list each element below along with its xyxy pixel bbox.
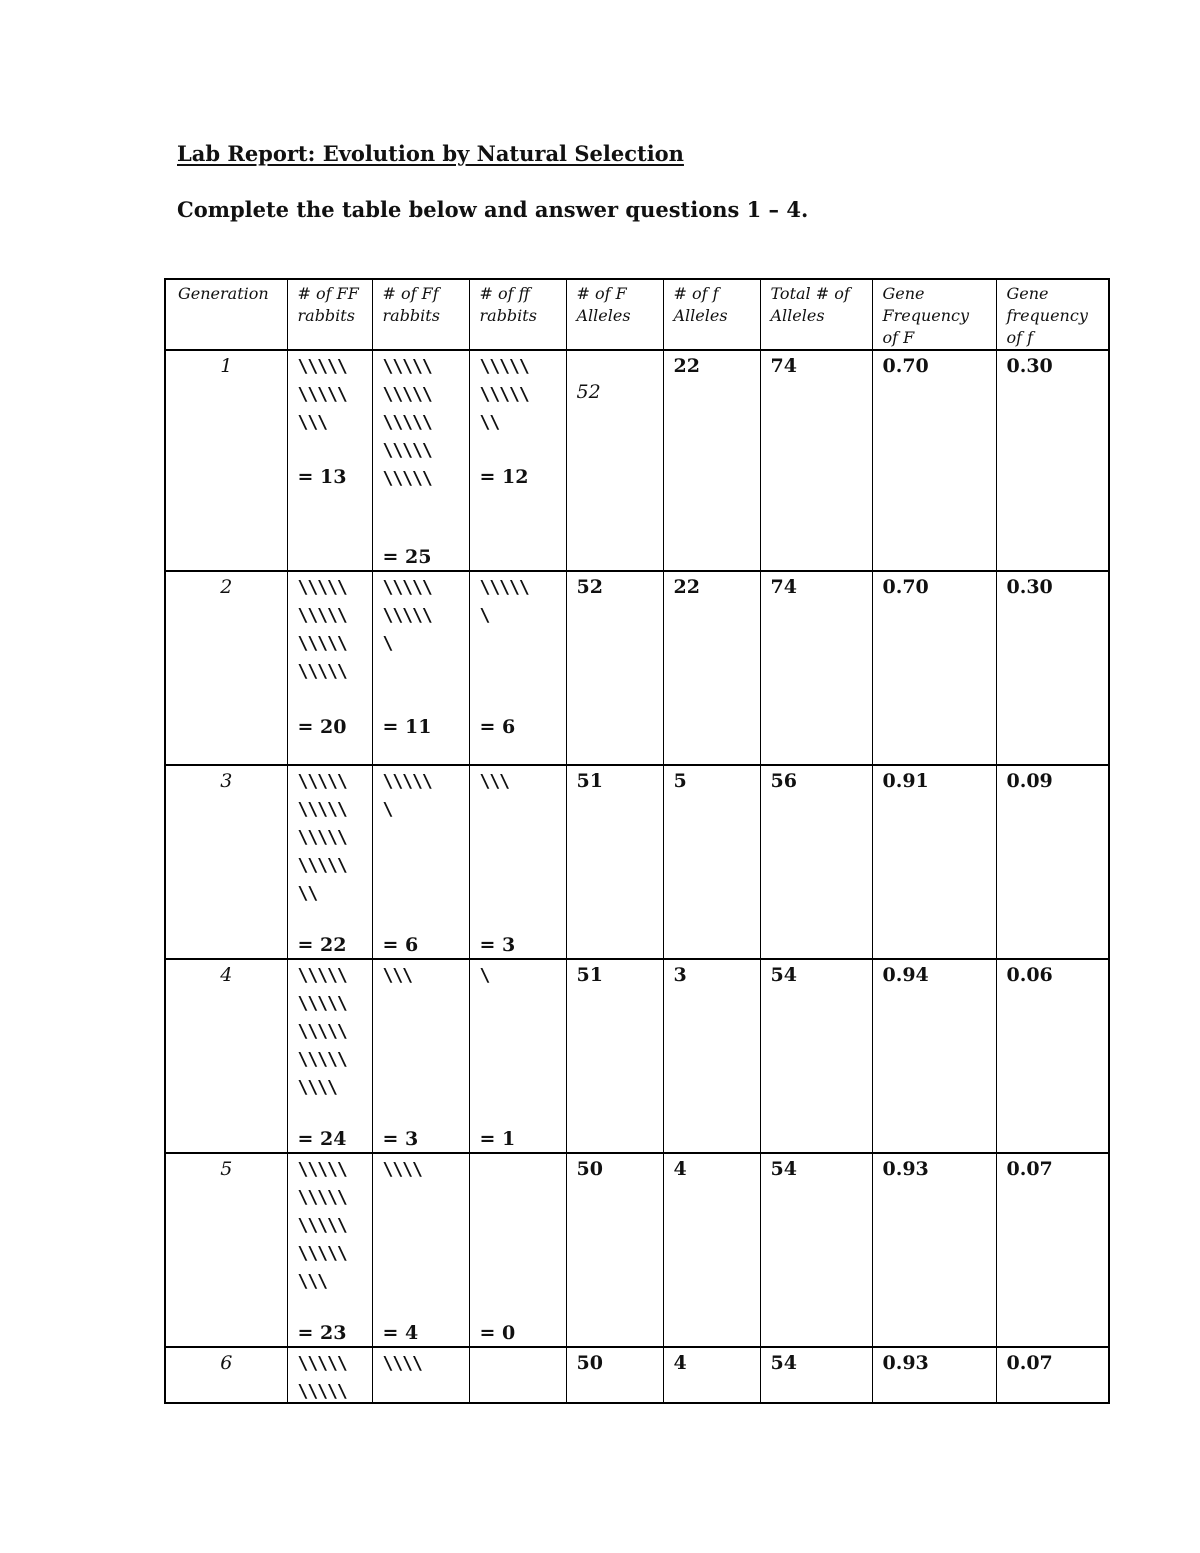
- freq-F-cell: 0.94: [872, 959, 996, 1153]
- tally-marks: \\\\: [382, 1353, 422, 1374]
- tally-total: = 1: [479, 1128, 516, 1150]
- tally-total: = 6: [382, 934, 419, 956]
- f-alleles-cell: 5: [663, 765, 760, 959]
- tally-total: = 22: [297, 934, 347, 956]
- freq-F-cell: 0.70: [872, 571, 996, 765]
- freq-f-cell: 0.07: [996, 1347, 1109, 1403]
- generation-cell: 3: [165, 765, 287, 959]
- tally-marks: \\\\\ \\\\\: [297, 1353, 347, 1402]
- tally-marks: \\\\\ \\\\\ \: [382, 577, 432, 654]
- tally-marks: \\\: [479, 771, 510, 792]
- tally-marks: \\\\\ \\\\\ \\\: [297, 356, 347, 433]
- FF-count-cell: [287, 571, 372, 765]
- ff-count-cell: [469, 1347, 566, 1403]
- tally-marks: \\\\\ \\\\\ \\: [479, 356, 529, 433]
- tally-total: = 11: [382, 716, 432, 738]
- header-f-alleles: # of f Alleles: [663, 279, 760, 350]
- f-alleles-cell: 22: [663, 350, 760, 571]
- tally-marks: [470, 1154, 566, 1156]
- F-alleles-cell: 50: [566, 1153, 663, 1347]
- F-alleles-cell: 50: [566, 1347, 663, 1403]
- tally-marks: \\\\\ \\\\\ \\\\\ \\\\\ \\: [297, 771, 347, 904]
- total-alleles-cell: 54: [760, 1153, 872, 1347]
- header-ff-dominant: # of FF rabbits: [287, 279, 372, 350]
- table-row: [165, 571, 1109, 765]
- total-alleles-cell: 74: [760, 350, 872, 571]
- Ff-count-cell: [372, 1347, 469, 1403]
- freq-F-cell: 0.93: [872, 1347, 996, 1403]
- tally-marks: \\\\\ \\\\\ \\\\\ \\\\\ \\\\: [297, 965, 347, 1098]
- tally-marks: \\\\\ \\\\\ \\\\\ \\\\\: [297, 577, 347, 682]
- rabbit-data-table: [164, 278, 1110, 1404]
- ff-count-cell: [469, 1153, 566, 1347]
- FF-count-cell: [287, 1347, 372, 1403]
- tally-total: = 12: [479, 466, 529, 488]
- FF-count-cell: [287, 1153, 372, 1347]
- header-freq-F: Gene Frequency of F: [872, 279, 996, 350]
- instructions-text: Complete the table below and answer questions 1 – 4.: [177, 197, 809, 222]
- tally-total: = 24: [297, 1128, 347, 1150]
- table-row: [165, 350, 1109, 571]
- table-row: [165, 1347, 1109, 1403]
- total-alleles-cell: 56: [760, 765, 872, 959]
- tally-total: = 3: [382, 1128, 419, 1150]
- tally-total: = 13: [297, 466, 347, 488]
- tally-total: = 25: [382, 546, 432, 568]
- table-row: [165, 1153, 1109, 1347]
- tally-total: = 23: [297, 1322, 347, 1344]
- Ff-count-cell: [372, 959, 469, 1153]
- tally-marks: \\\\\ \\\\\ \\\\\ \\\\\ \\\\\: [382, 356, 432, 489]
- F-alleles-cell: 51: [566, 959, 663, 1153]
- FF-count-cell: [287, 350, 372, 571]
- generation-cell: 5: [165, 1153, 287, 1347]
- F-alleles-cell: 51: [566, 765, 663, 959]
- f-alleles-cell: 4: [663, 1347, 760, 1403]
- generation-cell: 2: [165, 571, 287, 765]
- freq-f-cell: 0.30: [996, 350, 1109, 571]
- f-alleles-cell: 22: [663, 571, 760, 765]
- Ff-count-cell: [372, 571, 469, 765]
- tally-marks: \\\\: [382, 1159, 422, 1180]
- FF-count-cell: [287, 959, 372, 1153]
- table-header-row: [165, 279, 1109, 350]
- header-freq-f: Gene frequency of f: [996, 279, 1109, 350]
- F-alleles-cell: 52: [566, 350, 663, 571]
- generation-cell: 4: [165, 959, 287, 1153]
- F-alleles-cell: 52: [566, 571, 663, 765]
- tally-total: = 0: [479, 1322, 516, 1344]
- freq-F-cell: 0.91: [872, 765, 996, 959]
- freq-f-cell: 0.30: [996, 571, 1109, 765]
- header-generation: Generation: [165, 279, 287, 350]
- Ff-count-cell: [372, 350, 469, 571]
- header-F-alleles: # of F Alleles: [566, 279, 663, 350]
- header-ff-recessive: # of ff rabbits: [469, 279, 566, 350]
- freq-F-cell: 0.70: [872, 350, 996, 571]
- f-alleles-cell: 4: [663, 1153, 760, 1347]
- document-title: Lab Report: Evolution by Natural Selection: [177, 141, 684, 166]
- freq-F-cell: 0.93: [872, 1153, 996, 1347]
- tally-marks: \\\\\ \: [479, 577, 529, 626]
- generation-cell: 6: [165, 1347, 287, 1403]
- ff-count-cell: [469, 959, 566, 1153]
- Ff-count-cell: [372, 1153, 469, 1347]
- FF-count-cell: [287, 765, 372, 959]
- ff-count-cell: [469, 571, 566, 765]
- tally-total: = 20: [297, 716, 347, 738]
- tally-marks: \\\: [382, 965, 413, 986]
- tally-total: = 6: [479, 716, 516, 738]
- freq-f-cell: 0.06: [996, 959, 1109, 1153]
- Ff-count-cell: [372, 765, 469, 959]
- tally-marks: \\\\\ \: [382, 771, 432, 820]
- ff-count-cell: [469, 765, 566, 959]
- freq-f-cell: 0.07: [996, 1153, 1109, 1347]
- table-row: [165, 765, 1109, 959]
- ff-count-cell: [469, 350, 566, 571]
- header-ff-hetero: # of Ff rabbits: [372, 279, 469, 350]
- tally-marks: \\\\\ \\\\\ \\\\\ \\\\\ \\\: [297, 1159, 347, 1292]
- total-alleles-cell: 54: [760, 1347, 872, 1403]
- total-alleles-cell: 74: [760, 571, 872, 765]
- freq-f-cell: 0.09: [996, 765, 1109, 959]
- generation-cell: 1: [165, 350, 287, 571]
- f-alleles-cell: 3: [663, 959, 760, 1153]
- header-total-alleles: Total # of Alleles: [760, 279, 872, 350]
- tally-marks: \: [479, 965, 490, 986]
- table-row: [165, 959, 1109, 1153]
- tally-total: = 3: [479, 934, 516, 956]
- tally-total: = 4: [382, 1322, 419, 1344]
- total-alleles-cell: 54: [760, 959, 872, 1153]
